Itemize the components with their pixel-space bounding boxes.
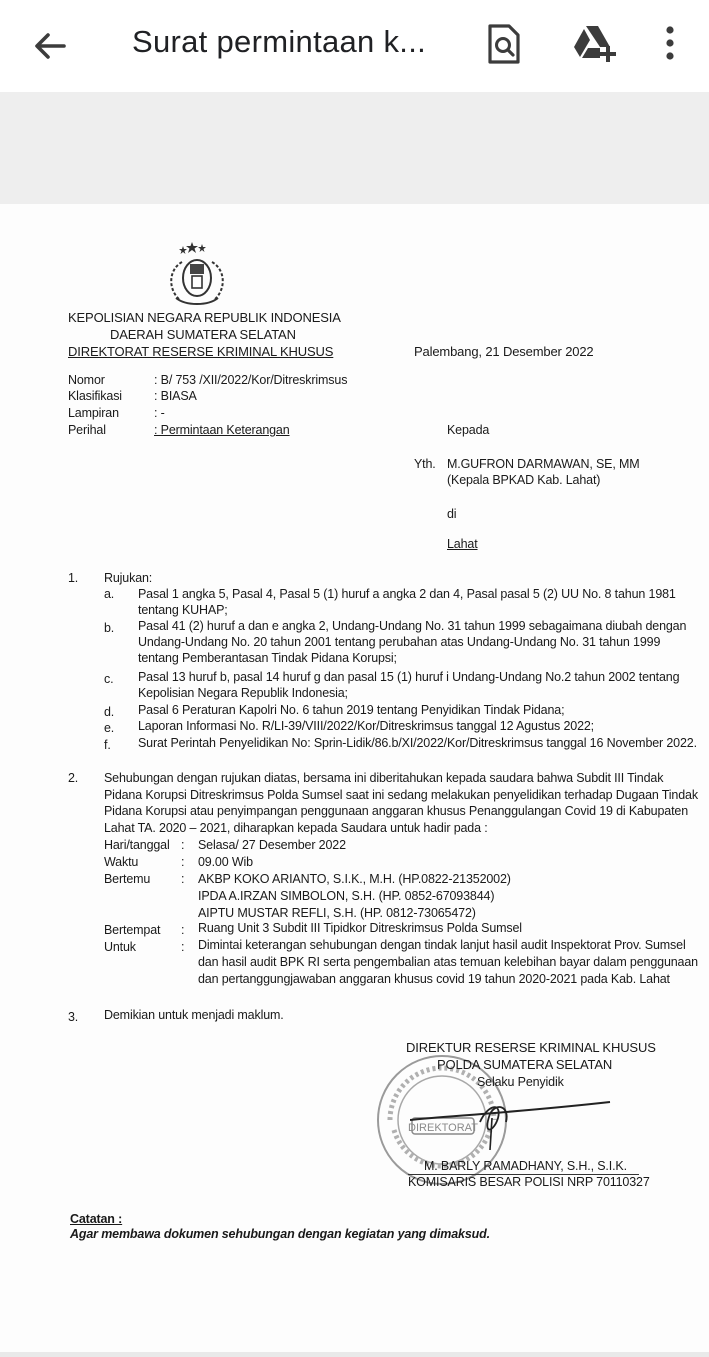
stamp-text: DIREKTORAT [408, 1122, 478, 1134]
back-arrow-icon[interactable] [28, 24, 72, 68]
detail-value-waktu: 09.00 Wib [198, 855, 253, 869]
yth-label: Yth. [414, 457, 436, 471]
detail-label-untuk: Untuk [104, 940, 136, 954]
detail-value-untuk-1: Dimintai keterangan sehubungan dengan tindak lanjut hasil audit Inspektorat Prov. Sumsel [198, 938, 686, 952]
catatan-text: Agar membawa dokumen sehubungan dengan kegiatan yang dimaksud. [70, 1227, 490, 1241]
rujukan-c-letter: c. [104, 672, 114, 686]
item-2-line-2: Pidana Korupsi Ditreskrimsus Polda Sumsel saat ini sedang melakukan penyelidikan terhadap Dugaan Tindak [104, 788, 698, 802]
add-to-drive-icon[interactable] [570, 20, 618, 64]
rujukan-a-line-2: tentang KUHAP; [138, 603, 228, 617]
rujukan-b-line-2: Undang-Undang No. 20 tahun 2001 tentang perubahan atas Undang-Undang No. 31 tahun 1999 [138, 635, 661, 649]
app-bar [0, 0, 709, 92]
org-name-2: DAERAH SUMATERA SELATAN [110, 327, 296, 342]
signatory-title-3: Selaku Penyidik [477, 1075, 564, 1089]
detail-colon-hari-tanggal: : [181, 838, 185, 852]
viewer-background [0, 92, 709, 204]
item-2-line-1: Sehubungan dengan rujukan diatas, bersama ini diberitahukan kepada saudara bahwa Subdit III Tindak [104, 771, 664, 785]
police-crest-logo [156, 240, 238, 306]
rujukan-f-letter: f. [104, 738, 111, 752]
detail-value-untuk-2: dan hasil audit BPK RI serta pengembalian atas temuan kelebihan bayar dalam penggunaan [198, 955, 698, 969]
org-name-3: DIREKTORAT RESERSE KRIMINAL KHUSUS [68, 344, 334, 359]
detail-label-bertemu: Bertemu [104, 872, 151, 886]
meta-label-nomor: Nomor [68, 373, 105, 387]
item-2-line-4: Lahat TA. 2020 – 2021, diharapkan kepada Saudara untuk hadir pada : [104, 821, 488, 835]
find-in-page-icon[interactable] [484, 22, 524, 66]
detail-value-bertemu-2: IPDA A.IRZAN SIMBOLON, S.H. (HP. 0852-67093844) [198, 889, 495, 903]
signatory-title-1: DIREKTUR RESERSE KRIMINAL KHUSUS [406, 1040, 656, 1055]
detail-colon-bertemu: : [181, 872, 185, 886]
item-2-line-3: Pidana Korupsi atau penyimpangan penggunaan anggaran khusus Penanggulangan Covid 19 di Kabupaten [104, 804, 688, 818]
rujukan-e-line-1: Laporan Informasi No. R/LI-39/VIII/2022/Kor/Ditreskrimsus tanggal 12 Agustus 2022; [138, 719, 595, 733]
meta-value-perihal: : Permintaan Keterangan [154, 423, 290, 437]
di-label: di [447, 507, 457, 521]
recipient-role: (Kepala BPKAD Kab. Lahat) [447, 473, 601, 487]
meta-value-klasifikasi: : BIASA [154, 389, 197, 403]
signatory-name: M. BARLY RAMADHANY, S.H., S.I.K. [424, 1159, 627, 1173]
detail-value-bertemu-3: AIPTU MUSTAR REFLI, S.H. (HP. 0812-73065472) [198, 906, 476, 920]
rujukan-c-line-2: Kepolisian Negara Republik Indonesia; [138, 686, 348, 700]
detail-value-hari-tanggal: Selasa/ 27 Desember 2022 [198, 838, 346, 852]
detail-value-bertemu-1: AKBP KOKO ARIANTO, S.I.K., M.H. (HP.0822-21352002) [198, 872, 511, 886]
catatan-label: Catatan : [70, 1212, 123, 1226]
kepada-label: Kepada [447, 423, 490, 437]
detail-value-bertempat: Ruang Unit 3 Subdit III Tipidkor Ditreskrimsus Polda Sumsel [198, 921, 522, 935]
detail-label-waktu: Waktu [104, 855, 139, 869]
rujukan-a-line-1: Pasal 1 angka 5, Pasal 4, Pasal 5 (1) huruf a angka 2 dan 4, Pasal pasal 5 (2) UU No. 8 tahun 1981 [138, 587, 676, 601]
signatory-title-2: POLDA SUMATERA SELATAN [437, 1057, 613, 1072]
org-name-1: KEPOLISIAN NEGARA REPUBLIK INDONESIA [68, 310, 341, 325]
meta-label-perihal: Perihal [68, 423, 106, 437]
item-1-title: Rujukan: [104, 571, 153, 585]
detail-label-bertempat: Bertempat [104, 923, 161, 937]
more-vert-icon[interactable] [655, 22, 685, 66]
rujukan-c-line-1: Pasal 13 huruf b, pasal 14 huruf g dan pasal 15 (1) huruf i Undang-Undang No.2 tahun 2002 tentang [138, 670, 680, 684]
rujukan-b-line-3: tentang Pemberantasan Tindak Pidana Korupsi; [138, 651, 397, 665]
place-date: Palembang, 21 Desember 2022 [414, 344, 594, 359]
detail-colon-bertempat: : [181, 923, 185, 937]
document-title: Surat permintaan k... [132, 24, 427, 59]
rujukan-e-letter: e. [104, 721, 115, 735]
bottom-edge [0, 1352, 709, 1357]
recipient-name: M.GUFRON DARMAWAN, SE, MM [447, 457, 640, 471]
detail-colon-waktu: : [181, 855, 185, 869]
meta-value-nomor: : B/ 753 /XII/2022/Kor/Ditreskrimsus [154, 373, 348, 387]
recipient-city: Lahat [447, 537, 478, 551]
meta-label-lampiran: Lampiran [68, 406, 119, 420]
detail-value-untuk-3: dan pertanggungjawaban anggaran khusus covid 19 tahun 2020-2021 pada Kab. Lahat [198, 972, 670, 986]
rujukan-f-line-1: Surat Perintah Penyelidikan No: Sprin-Lidik/86.b/XI/2022/Kor/Ditreskrimsus tanggal 16 November 2022. [138, 736, 697, 750]
signatory-rank: KOMISARIS BESAR POLISI NRP 70110327 [408, 1175, 650, 1189]
meta-value-lampiran: : - [154, 406, 165, 420]
item-2-number: 2. [68, 771, 79, 785]
rujukan-d-line-1: Pasal 6 Peraturan Kapolri No. 6 tahun 2019 tentang Penyidikan Tindak Pidana; [138, 703, 565, 717]
rujukan-b-line-1: Pasal 41 (2) huruf a dan e angka 2, Undang-Undang No. 31 tahun 1999 sebagaimana diubah dengan [138, 619, 687, 633]
handwritten-signature [410, 1092, 622, 1152]
rujukan-d-letter: d. [104, 705, 115, 719]
detail-label-hari-tanggal: Hari/tanggal [104, 838, 170, 852]
detail-colon-untuk: : [181, 940, 185, 954]
rujukan-b-letter: b. [104, 621, 115, 635]
rujukan-a-letter: a. [104, 587, 115, 601]
item-3-number: 3. [68, 1010, 79, 1024]
meta-label-klasifikasi: Klasifikasi [68, 389, 122, 403]
item-3-text: Demikian untuk menjadi maklum. [104, 1008, 284, 1022]
item-1-number: 1. [68, 571, 79, 585]
